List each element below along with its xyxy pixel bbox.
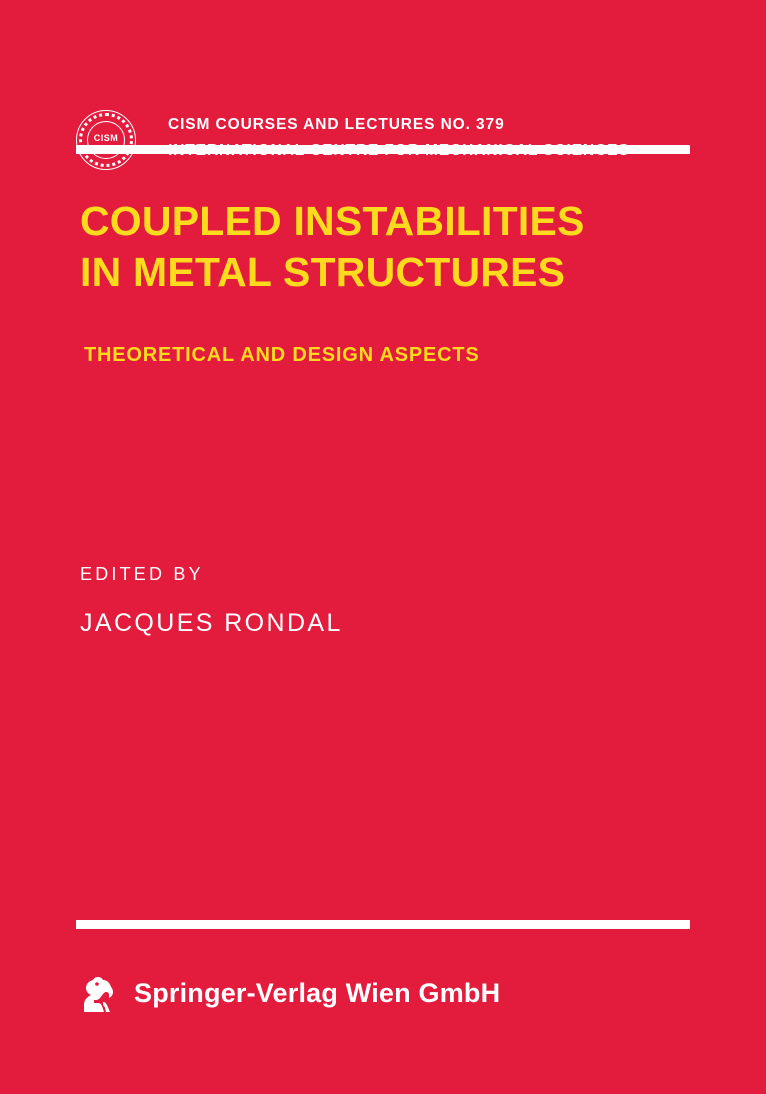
book-title [80,196,700,298]
series-line-1: CISM COURSES AND LECTURES NO. 379 [168,116,505,133]
logo-label: CISM [93,133,119,143]
divider-top [76,145,690,154]
divider-bottom [76,920,690,929]
series-text-block [168,112,728,164]
editor-name: JACQUES RONDAL [80,609,343,637]
book-subtitle: THEORETICAL AND DESIGN ASPECTS [84,344,480,366]
title-line-2: IN METAL STRUCTURES [80,249,566,295]
edited-by-label: EDITED BY [80,564,204,584]
publisher-block [76,972,696,1022]
publisher-name: Springer-Verlag Wien GmbH [134,978,501,1008]
series-header [0,52,766,143]
cism-logo-icon [76,110,138,172]
springer-knight-icon [76,972,122,1018]
title-line-1: COUPLED INSTABILITIES [80,198,585,244]
